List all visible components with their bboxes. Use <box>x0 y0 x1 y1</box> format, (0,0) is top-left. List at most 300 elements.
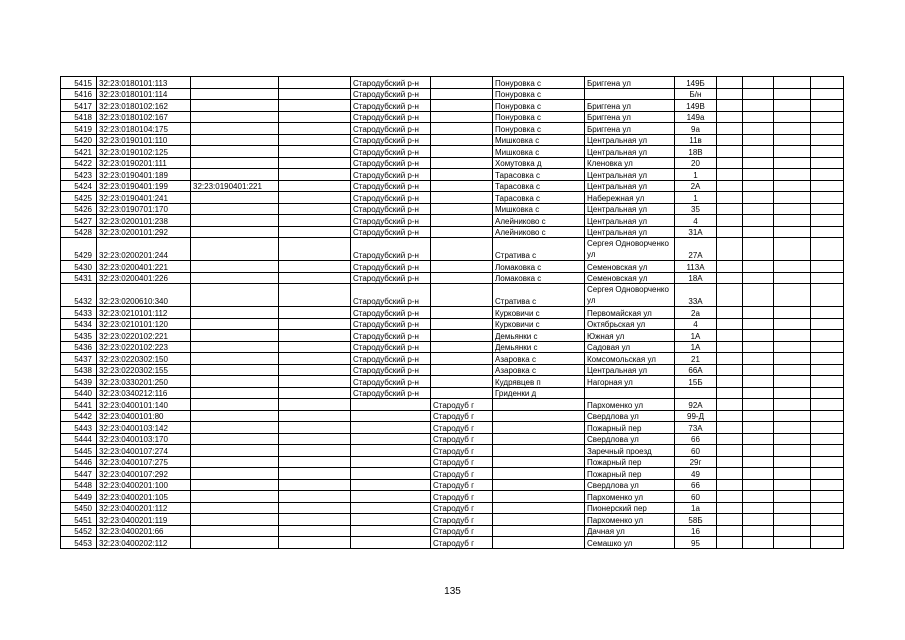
table-cell-cadastral_old <box>191 364 279 376</box>
table-cell-city <box>431 180 493 192</box>
table-cell-district <box>351 514 431 526</box>
table-cell-e4 <box>811 88 844 100</box>
table-cell-e1 <box>717 376 743 388</box>
table-cell-street: Центральная ул <box>585 226 675 238</box>
table-cell-street: Дачная ул <box>585 525 675 537</box>
table-cell-e4 <box>811 456 844 468</box>
table-cell-city <box>431 238 493 261</box>
table-cell-e1 <box>717 180 743 192</box>
table-cell-house: 149Б <box>675 77 717 89</box>
table-row <box>61 422 844 434</box>
table-cell-e3 <box>774 525 811 537</box>
table-cell-e2 <box>743 77 774 89</box>
table-cell-e3 <box>774 88 811 100</box>
table-cell-e3 <box>774 410 811 422</box>
table-cell-settlement: Понуровка с <box>493 88 585 100</box>
table-cell-extra <box>279 169 351 181</box>
table-cell-city: Стародуб г <box>431 410 493 422</box>
table-cell-e4 <box>811 376 844 388</box>
table-cell-e1 <box>717 203 743 215</box>
table-cell-cadastral: 32:23:0400201:100 <box>97 479 191 491</box>
table-cell-district: Стародубский р-н <box>351 100 431 112</box>
table-cell-extra <box>279 100 351 112</box>
table-cell-street: Садовая ул <box>585 341 675 353</box>
table-cell-e2 <box>743 111 774 123</box>
table-cell-house: 2а <box>675 307 717 319</box>
table-cell-district: Стародубский р-н <box>351 318 431 330</box>
table-cell-house: 1а <box>675 502 717 514</box>
table-cell-extra <box>279 341 351 353</box>
table-cell-cadastral_old <box>191 146 279 158</box>
table-cell-e1 <box>717 422 743 434</box>
table-cell-city <box>431 203 493 215</box>
table-cell-e4 <box>811 146 844 158</box>
table-cell-district <box>351 468 431 480</box>
table-cell-cadastral: 32:23:0190701:170 <box>97 203 191 215</box>
table-row <box>61 169 844 181</box>
table-cell-city <box>431 318 493 330</box>
table-cell-city <box>431 77 493 89</box>
table-row <box>61 433 844 445</box>
table-cell-street: Октябрьская ул <box>585 318 675 330</box>
table-cell-cadastral: 32:23:0180102:162 <box>97 100 191 112</box>
table-cell-e1 <box>717 238 743 261</box>
table-cell-e4 <box>811 111 844 123</box>
table-cell-city <box>431 192 493 204</box>
table-cell-settlement <box>493 445 585 457</box>
register-table <box>60 76 844 549</box>
table-cell-e1 <box>717 364 743 376</box>
table-cell-e3 <box>774 468 811 480</box>
table-cell-city <box>431 88 493 100</box>
table-row <box>61 157 844 169</box>
table-row <box>61 77 844 89</box>
table-cell-house: 4 <box>675 215 717 227</box>
table-cell-house: 149а <box>675 111 717 123</box>
table-cell-e1 <box>717 134 743 146</box>
table-cell-city <box>431 100 493 112</box>
table-cell-city <box>431 134 493 146</box>
table-cell-e3 <box>774 307 811 319</box>
table-cell-e2 <box>743 422 774 434</box>
table-cell-num: 5426 <box>61 203 97 215</box>
table-cell-settlement: Тарасовка с <box>493 192 585 204</box>
table-cell-num: 5424 <box>61 180 97 192</box>
table-cell-extra <box>279 318 351 330</box>
table-cell-e1 <box>717 226 743 238</box>
table-cell-e4 <box>811 157 844 169</box>
table-row <box>61 111 844 123</box>
table-cell-e1 <box>717 479 743 491</box>
table-cell-extra <box>279 525 351 537</box>
table-cell-extra <box>279 491 351 503</box>
table-row <box>61 226 844 238</box>
table-cell-cadastral: 32:23:0190101:110 <box>97 134 191 146</box>
table-cell-e2 <box>743 341 774 353</box>
table-cell-num: 5431 <box>61 272 97 284</box>
table-cell-e2 <box>743 100 774 112</box>
table-cell-settlement: Тарасовка с <box>493 169 585 181</box>
table-cell-num: 5450 <box>61 502 97 514</box>
table-cell-cadastral_old <box>191 376 279 388</box>
table-cell-street: Заречный проезд <box>585 445 675 457</box>
table-cell-district: Стародубский р-н <box>351 353 431 365</box>
table-cell-extra <box>279 537 351 549</box>
table-cell-e3 <box>774 100 811 112</box>
table-cell-settlement: Ломаковка с <box>493 261 585 273</box>
table-cell-e1 <box>717 111 743 123</box>
table-cell-e3 <box>774 261 811 273</box>
table-cell-extra <box>279 422 351 434</box>
table-cell-cadastral: 32:23:0190401:241 <box>97 192 191 204</box>
table-cell-cadastral: 32:23:0190102:125 <box>97 146 191 158</box>
table-cell-extra <box>279 353 351 365</box>
table-cell-e2 <box>743 387 774 399</box>
table-cell-num: 5446 <box>61 456 97 468</box>
table-cell-city <box>431 111 493 123</box>
table-cell-extra <box>279 514 351 526</box>
table-cell-num: 5440 <box>61 387 97 399</box>
table-cell-e2 <box>743 169 774 181</box>
table-cell-e3 <box>774 445 811 457</box>
table-cell-e4 <box>811 422 844 434</box>
table-cell-cadastral: 32:23:0340212:116 <box>97 387 191 399</box>
table-row <box>61 238 844 261</box>
table-cell-e3 <box>774 353 811 365</box>
table-cell-e1 <box>717 146 743 158</box>
table-cell-e4 <box>811 410 844 422</box>
table-cell-e3 <box>774 456 811 468</box>
table-cell-settlement: Азаровка с <box>493 353 585 365</box>
table-cell-house: 1А <box>675 341 717 353</box>
table-cell-e3 <box>774 226 811 238</box>
table-cell-e2 <box>743 123 774 135</box>
table-cell-extra <box>279 468 351 480</box>
table-cell-cadastral: 32:23:0400201:119 <box>97 514 191 526</box>
table-cell-cadastral_old <box>191 514 279 526</box>
table-cell-cadastral_old <box>191 525 279 537</box>
table-cell-cadastral: 32:23:0400201:66 <box>97 525 191 537</box>
table-cell-city: Стародуб г <box>431 422 493 434</box>
table-cell-e3 <box>774 330 811 342</box>
table-row <box>61 399 844 411</box>
table-cell-num: 5435 <box>61 330 97 342</box>
table-cell-extra <box>279 157 351 169</box>
table-cell-house: 66А <box>675 364 717 376</box>
table-cell-street: Пионерский пер <box>585 502 675 514</box>
table-cell-e4 <box>811 261 844 273</box>
table-cell-e1 <box>717 387 743 399</box>
table-cell-house: 21 <box>675 353 717 365</box>
table-cell-city <box>431 284 493 307</box>
table-cell-street: Первомайская ул <box>585 307 675 319</box>
table-cell-e3 <box>774 272 811 284</box>
table-cell-num: 5442 <box>61 410 97 422</box>
table-cell-num: 5417 <box>61 100 97 112</box>
table-cell-cadastral: 32:23:0190401:189 <box>97 169 191 181</box>
table-cell-settlement: Понуровка с <box>493 123 585 135</box>
table-cell-cadastral_old <box>191 157 279 169</box>
table-cell-street: Центральная ул <box>585 169 675 181</box>
table-cell-cadastral_old <box>191 422 279 434</box>
table-cell-street: Бриггена ул <box>585 111 675 123</box>
table-cell-street: Семеновская ул <box>585 261 675 273</box>
table-cell-cadastral_old <box>191 491 279 503</box>
table-cell-e3 <box>774 123 811 135</box>
table-cell-settlement <box>493 456 585 468</box>
table-cell-cadastral_old <box>191 123 279 135</box>
table-cell-cadastral: 32:23:0220102:221 <box>97 330 191 342</box>
table-cell-num: 5421 <box>61 146 97 158</box>
table-cell-cadastral_old <box>191 468 279 480</box>
table-cell-e2 <box>743 525 774 537</box>
table-cell-e2 <box>743 330 774 342</box>
table-cell-district: Стародубский р-н <box>351 376 431 388</box>
table-cell-city <box>431 215 493 227</box>
table-cell-e1 <box>717 330 743 342</box>
table-cell-cadastral: 32:23:0210101:112 <box>97 307 191 319</box>
table-cell-street: Кленовка ул <box>585 157 675 169</box>
table-cell-e3 <box>774 514 811 526</box>
table-cell-district: Стародубский р-н <box>351 157 431 169</box>
table-cell-num: 5445 <box>61 445 97 457</box>
table-cell-district: Стародубский р-н <box>351 341 431 353</box>
table-cell-e4 <box>811 387 844 399</box>
table-cell-e2 <box>743 88 774 100</box>
table-cell-e3 <box>774 134 811 146</box>
table-cell-e2 <box>743 238 774 261</box>
table-cell-cadastral: 32:23:0400103:170 <box>97 433 191 445</box>
table-cell-e4 <box>811 272 844 284</box>
table-cell-house: 49 <box>675 468 717 480</box>
table-cell-e4 <box>811 318 844 330</box>
table-cell-cadastral_old <box>191 353 279 365</box>
table-cell-cadastral: 32:23:0210101:120 <box>97 318 191 330</box>
table-cell-cadastral_old <box>191 284 279 307</box>
table-cell-street: Бриггена ул <box>585 77 675 89</box>
table-cell-district: Стародубский р-н <box>351 111 431 123</box>
table-cell-e3 <box>774 77 811 89</box>
table-cell-city: Стародуб г <box>431 514 493 526</box>
table-cell-settlement: Курковичи с <box>493 307 585 319</box>
table-cell-e2 <box>743 468 774 480</box>
table-cell-district: Стародубский р-н <box>351 387 431 399</box>
table-cell-e2 <box>743 134 774 146</box>
table-cell-house: 1 <box>675 192 717 204</box>
table-cell-extra <box>279 456 351 468</box>
table-cell-cadastral: 32:23:0200201:244 <box>97 238 191 261</box>
table-cell-cadastral: 32:23:0200101:292 <box>97 226 191 238</box>
table-cell-cadastral: 32:23:0400107:292 <box>97 468 191 480</box>
table-cell-city: Стародуб г <box>431 479 493 491</box>
table-cell-cadastral: 32:23:0400201:105 <box>97 491 191 503</box>
table-cell-cadastral_old <box>191 88 279 100</box>
table-cell-cadastral: 32:23:0400202:112 <box>97 537 191 549</box>
table-row <box>61 341 844 353</box>
table-cell-e4 <box>811 134 844 146</box>
table-cell-extra <box>279 146 351 158</box>
table-cell-e4 <box>811 100 844 112</box>
table-cell-num: 5439 <box>61 376 97 388</box>
table-row <box>61 537 844 549</box>
table-cell-extra <box>279 77 351 89</box>
table-cell-settlement: Мишковка с <box>493 146 585 158</box>
table-cell-e4 <box>811 123 844 135</box>
table-row <box>61 192 844 204</box>
table-cell-e2 <box>743 491 774 503</box>
table-cell-district: Стародубский р-н <box>351 192 431 204</box>
table-cell-e2 <box>743 272 774 284</box>
table-cell-cadastral_old <box>191 272 279 284</box>
table-cell-district <box>351 445 431 457</box>
table-cell-extra <box>279 238 351 261</box>
table-cell-cadastral_old <box>191 456 279 468</box>
table-row <box>61 272 844 284</box>
table-cell-city <box>431 376 493 388</box>
table-cell-e1 <box>717 410 743 422</box>
table-cell-street: Пожарный пер <box>585 456 675 468</box>
table-cell-num: 5430 <box>61 261 97 273</box>
table-cell-cadastral: 32:23:0400101:140 <box>97 399 191 411</box>
table-cell-house: 18А <box>675 272 717 284</box>
table-cell-district: Стародубский р-н <box>351 238 431 261</box>
table-cell-e2 <box>743 226 774 238</box>
table-row <box>61 456 844 468</box>
table-cell-num: 5432 <box>61 284 97 307</box>
table-cell-settlement: Ломаковка с <box>493 272 585 284</box>
table-cell-e3 <box>774 238 811 261</box>
table-cell-e1 <box>717 433 743 445</box>
table-cell-street: Центральная ул <box>585 364 675 376</box>
table-row <box>61 353 844 365</box>
table-cell-street: Пожарный пер <box>585 422 675 434</box>
table-cell-e2 <box>743 307 774 319</box>
table-cell-cadastral: 32:23:0220102:223 <box>97 341 191 353</box>
table-cell-house: 66 <box>675 433 717 445</box>
table-cell-e2 <box>743 180 774 192</box>
table-cell-cadastral: 32:23:0200101:238 <box>97 215 191 227</box>
table-cell-e1 <box>717 157 743 169</box>
table-cell-settlement: Кудрявцев п <box>493 376 585 388</box>
table-cell-settlement <box>493 502 585 514</box>
table-cell-settlement: Алейниково с <box>493 226 585 238</box>
table-cell-district <box>351 433 431 445</box>
table-cell-house: 15Б <box>675 376 717 388</box>
table-cell-settlement <box>493 479 585 491</box>
table-cell-city: Стародуб г <box>431 399 493 411</box>
table-cell-settlement: Демьянки с <box>493 330 585 342</box>
table-cell-cadastral_old <box>191 479 279 491</box>
table-cell-e1 <box>717 284 743 307</box>
table-cell-house: 33А <box>675 284 717 307</box>
table-cell-district <box>351 525 431 537</box>
table-cell-e3 <box>774 203 811 215</box>
table-cell-street: Бриггена ул <box>585 123 675 135</box>
table-cell-city: Стародуб г <box>431 491 493 503</box>
table-cell-house: 113А <box>675 261 717 273</box>
table-cell-city <box>431 387 493 399</box>
table-cell-street <box>585 387 675 399</box>
table-cell-e4 <box>811 525 844 537</box>
table-cell-city: Стародуб г <box>431 433 493 445</box>
table-cell-e1 <box>717 215 743 227</box>
table-cell-e3 <box>774 318 811 330</box>
table-cell-num: 5437 <box>61 353 97 365</box>
table-row <box>61 445 844 457</box>
table-cell-num: 5449 <box>61 491 97 503</box>
table-cell-extra <box>279 88 351 100</box>
table-cell-district <box>351 537 431 549</box>
table-cell-e1 <box>717 353 743 365</box>
table-cell-cadastral_old <box>191 307 279 319</box>
table-cell-extra <box>279 433 351 445</box>
table-cell-house: 27А <box>675 238 717 261</box>
table-cell-district: Стародубский р-н <box>351 261 431 273</box>
table-cell-cadastral: 32:23:0190201:111 <box>97 157 191 169</box>
table-cell-settlement: Хомутовка д <box>493 157 585 169</box>
table-cell-cadastral: 32:23:0220302:150 <box>97 353 191 365</box>
table-cell-district <box>351 502 431 514</box>
table-cell-cadastral_old <box>191 134 279 146</box>
table-cell-e3 <box>774 192 811 204</box>
table-cell-district: Стародубский р-н <box>351 77 431 89</box>
table-cell-cadastral: 32:23:0190401:199 <box>97 180 191 192</box>
table-cell-settlement <box>493 514 585 526</box>
table-cell-cadastral: 32:23:0400201:112 <box>97 502 191 514</box>
table-cell-e4 <box>811 353 844 365</box>
table-cell-e4 <box>811 215 844 227</box>
table-row <box>61 410 844 422</box>
table-row <box>61 146 844 158</box>
table-cell-extra <box>279 364 351 376</box>
table-cell-street: Пархоменко ул <box>585 491 675 503</box>
table-cell-num: 5433 <box>61 307 97 319</box>
table-row <box>61 100 844 112</box>
table-row <box>61 364 844 376</box>
table-cell-num: 5418 <box>61 111 97 123</box>
table-cell-city <box>431 272 493 284</box>
table-cell-e1 <box>717 272 743 284</box>
table-cell-e1 <box>717 525 743 537</box>
table-row <box>61 330 844 342</box>
table-cell-house: 60 <box>675 491 717 503</box>
table-cell-e4 <box>811 192 844 204</box>
table-cell-cadastral: 32:23:0200401:226 <box>97 272 191 284</box>
table-cell-num: 5422 <box>61 157 97 169</box>
table-cell-city: Стародуб г <box>431 456 493 468</box>
table-cell-district: Стародубский р-н <box>351 226 431 238</box>
table-cell-e4 <box>811 479 844 491</box>
table-cell-district: Стародубский р-н <box>351 169 431 181</box>
table-cell-extra <box>279 180 351 192</box>
table-cell-num: 5452 <box>61 525 97 537</box>
table-cell-e4 <box>811 330 844 342</box>
table-cell-e1 <box>717 468 743 480</box>
table-cell-cadastral: 32:23:0220302:155 <box>97 364 191 376</box>
table-cell-city <box>431 307 493 319</box>
table-cell-num: 5415 <box>61 77 97 89</box>
table-cell-e4 <box>811 226 844 238</box>
table-cell-e1 <box>717 307 743 319</box>
table-cell-city <box>431 146 493 158</box>
table-cell-num: 5438 <box>61 364 97 376</box>
table-cell-district: Стародубский р-н <box>351 364 431 376</box>
table-cell-e1 <box>717 100 743 112</box>
table-cell-cadastral: 32:23:0180101:114 <box>97 88 191 100</box>
table-cell-cadastral: 32:23:0200401:221 <box>97 261 191 273</box>
table-cell-house: Б/н <box>675 88 717 100</box>
table-cell-street: Сергея Одноворченко ул <box>585 284 675 307</box>
